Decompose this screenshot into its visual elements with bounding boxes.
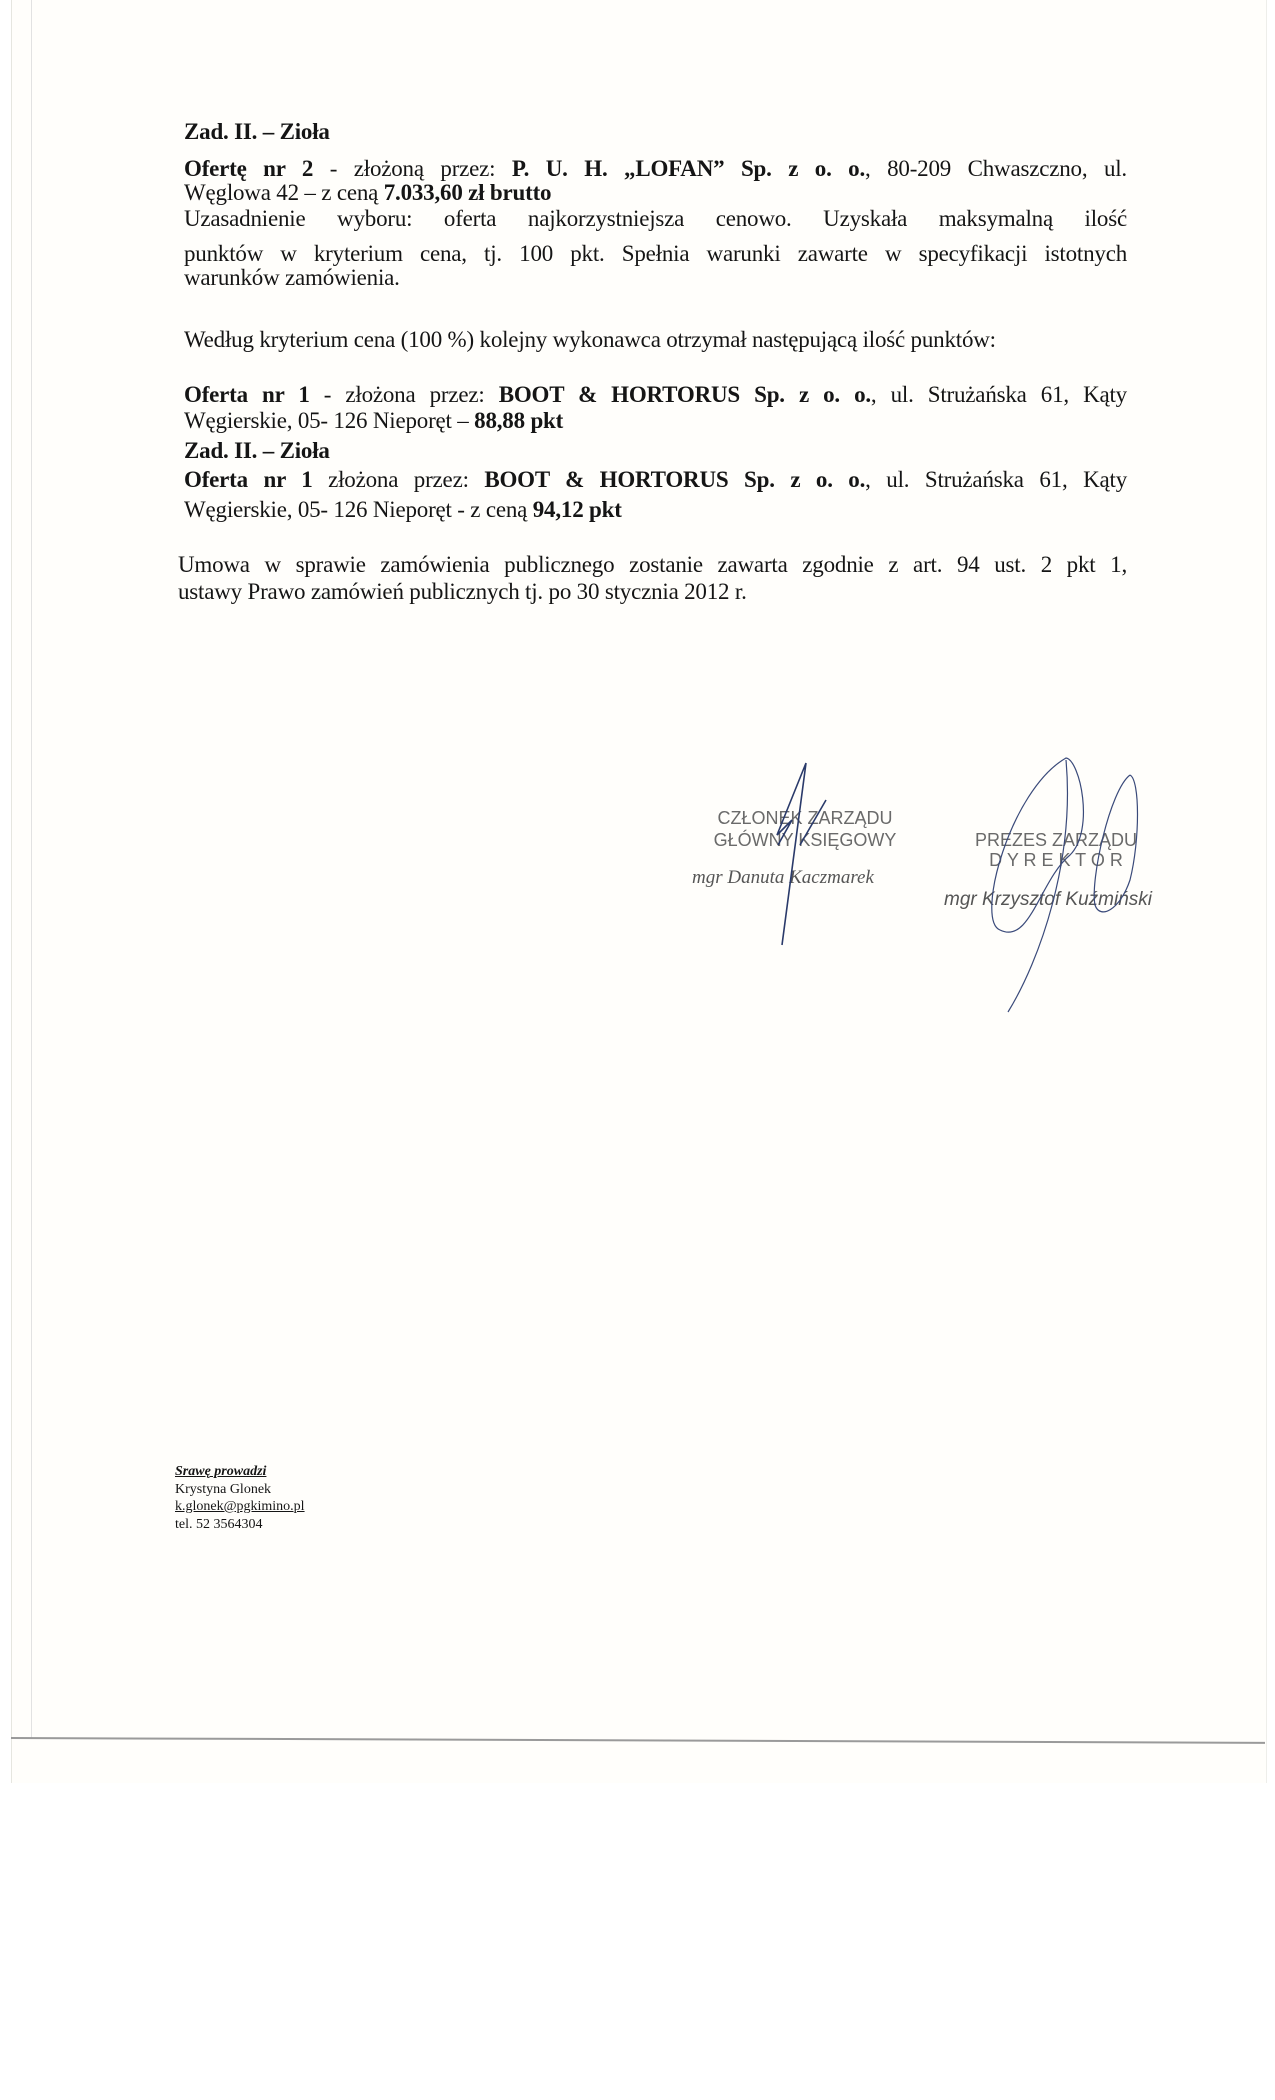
- text: złożona przez:: [312, 467, 485, 492]
- address: Węglowa 42 – z ceną: [184, 180, 384, 205]
- footer-name: Krystyna Glonek: [175, 1482, 272, 1497]
- left-signature-stroke: [777, 763, 826, 945]
- address: , ul. Strużańska 61, Kąty: [870, 382, 1127, 407]
- offer-label: Oferta nr 1: [184, 382, 310, 407]
- points: 94,12 pkt: [532, 497, 622, 522]
- footer-phone: tel. 52 3564304: [175, 1517, 263, 1532]
- right-stamp-title: PREZES ZARZĄDU: [974, 830, 1138, 850]
- criterion-intro: Według kryterium cena (100 %) kolejny wykonawca otrzymał następującą ilość punktów:: [184, 327, 996, 352]
- right-signature-stroke: [992, 758, 1138, 1012]
- company-name: P. U. H. „LOFAN” Sp. z o. o.: [511, 156, 866, 181]
- footer-heading: Srawę prowadzi: [175, 1464, 267, 1479]
- text: - złożona przez:: [309, 382, 499, 407]
- price: 7.033,60 zł brutto: [383, 180, 552, 205]
- left-stamp-title: CZŁONEK ZARZĄDU: [717, 808, 893, 828]
- justification-line: warunków zamówienia.: [184, 265, 400, 290]
- right-signatory-name: mgr Krzysztof Kuźmiński: [944, 889, 1152, 910]
- footer-email-link[interactable]: k.glonek@pgkimino.pl: [175, 1499, 305, 1514]
- left-signatory-name: mgr Danuta Kaczmarek: [692, 867, 874, 888]
- section-heading: Zad. II. – Zioła: [184, 438, 330, 463]
- justification-line: punktów w kryterium cena, tj. 100 pkt. Spełnia warunki zawarte w specyfikacji istotnych: [184, 241, 1127, 266]
- justification-line: Uzasadnienie wyboru: oferta najkorzystniejsza cenowo. Uzyskała maksymalną ilość: [184, 206, 1127, 231]
- address: Węgierskie, 05- 126 Nieporęt - z ceną: [184, 497, 533, 522]
- text: - złożoną przez:: [313, 156, 512, 181]
- company-name: BOOT & HORTORUS Sp. z o. o.: [498, 382, 871, 407]
- company-name: BOOT & HORTORUS Sp. z o. o.: [484, 467, 866, 492]
- contract-line: Umowa w sprawie zamówienia publicznego zostanie zawarta zgodnie z art. 94 ust. 2 pkt 1,: [178, 552, 1127, 577]
- offer-label: Oferta nr 1: [184, 467, 313, 492]
- left-stamp-subtitle: GŁÓWNY KSIĘGOWY: [713, 830, 897, 850]
- address: , ul. Strużańska 61, Kąty: [865, 467, 1127, 492]
- right-stamp-subtitle: D Y R E K T O R: [989, 850, 1123, 870]
- address: , 80-209 Chwaszczno, ul.: [865, 156, 1127, 181]
- address: Węgierskie, 05- 126 Nieporęt –: [184, 408, 475, 433]
- contract-line: ustawy Prawo zamówień publicznych tj. po 30 stycznia 2012 r.: [178, 579, 747, 604]
- offer-label: Ofertę nr 2: [184, 156, 314, 181]
- section-heading: Zad. II. – Zioła: [184, 119, 330, 144]
- points: 88,88 pkt: [474, 408, 564, 433]
